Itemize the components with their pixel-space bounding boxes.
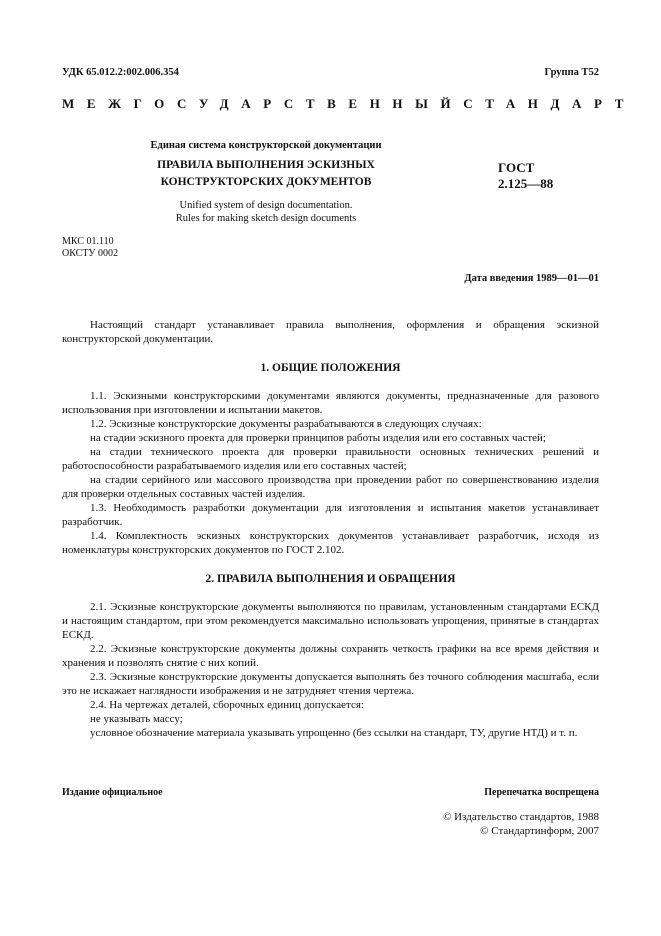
reprint-prohibited-note: Перепечатка воспрещена [484, 787, 599, 798]
section-1-paragraph: 1.2. Эскизные конструкторские документы разрабатываются в следующих случаях: [90, 418, 482, 430]
udk-code: УДК 65.012.2:002.006.354 [62, 67, 179, 78]
gost-number: 2.125—88 [498, 176, 554, 191]
title-line-2: КОНСТРУКТОРСКИХ ДОКУМЕНТОВ [160, 176, 372, 188]
copyright-line-1: © Издательство стандартов, 1988 [443, 811, 599, 823]
section-2-paragraph: 2.4. На чертежах деталей, сборочных единиц допускается: [90, 699, 364, 711]
official-edition-note: Издание официальное [62, 787, 163, 798]
section-1-paragraph: 1.4. Комплектность эскизных конструкторских документов устанавливает разработчик, исходя из номенклатуры конструкторских документов по ГОСТ 2.102. [62, 530, 599, 556]
section-2-paragraph: 2.3. Эскизные конструкторские документы допускается выполнять без точного соблюдения масштаба, если это не искажает наглядности изображения и не затрудняет чтения чертежа. [62, 671, 599, 697]
section-2-paragraph: условное обозначение материала указывать упрощенно (без ссылки на стандарт, ТУ, другие НТД) и т. п. [90, 727, 578, 739]
banner-word-standard: СТАНДАРТ [463, 96, 637, 111]
gost-designation [498, 160, 553, 192]
group-code: Группа Т52 [544, 67, 599, 78]
banner-word-interstate: МЕЖГОСУДАРСТВЕННЫЙ [62, 96, 464, 111]
introduction-date: Дата введения 1989—01—01 [464, 273, 599, 284]
document-body [62, 318, 599, 740]
copyright-line-2: © Стандартинформ, 2007 [480, 825, 599, 837]
section-1-paragraph: 1.3. Необходимость разработки документации для изготовления и испытания макетов устанавливает разработчик. [62, 502, 599, 528]
section-1-heading: 1. ОБЩИЕ ПОЛОЖЕНИЯ [260, 362, 401, 374]
copyright-block [443, 810, 599, 838]
section-1-paragraph: на стадии эскизного проекта для проверки принципов работы изделия или его составных частей; [90, 432, 546, 444]
english-line-2: Rules for making sketch design documents [175, 213, 357, 224]
classification-codes [62, 236, 118, 260]
intro-paragraph: Настоящий стандарт устанавливает правила выполнения, оформления и обращения эскизной конструкторской документации. [62, 319, 599, 345]
section-2-paragraph: 2.1. Эскизные конструкторские документы выполняются по правилам, установленным стандартами ЕСКД и настоящим стандартом, при этом рекомендуется максимально использовать упрощения, принятые в стандартах ЕСКД. [62, 601, 599, 641]
title-line-1: ПРАВИЛА ВЫПОЛНЕНИЯ ЭСКИЗНЫХ [157, 159, 375, 171]
okstu-code: ОКСТУ 0002 [62, 248, 119, 259]
document-title [136, 157, 396, 191]
section-2-paragraph: не указывать массу; [90, 713, 183, 725]
section-2-heading: 2. ПРАВИЛА ВЫПОЛНЕНИЯ И ОБРАЩЕНИЯ [205, 573, 456, 585]
mks-code: МКС 01.110 [62, 236, 114, 247]
gost-label: ГОСТ [498, 160, 535, 175]
english-line-1: Unified system of design documentation. [179, 200, 353, 211]
section-2-paragraph: 2.2. Эскизные конструкторские документы должны сохранять четкость графики на все время действия и хранения и позволять снятие с них копий. [62, 643, 599, 669]
section-1-paragraph: 1.1. Эскизными конструкторскими документами являются документы, предназначенные для разового использования при изготовлении и испытании макетов. [62, 390, 599, 416]
section-1-paragraph: на стадии технического проекта для проверки правильности основных технических решений и работоспособности разрабатываемого изделия или его составных частей; [62, 446, 599, 472]
section-1-paragraph: на стадии серийного или массового производства при проведении работ по совершенствованию изделия для проверки отдельных составных частей изделия. [62, 474, 599, 500]
standard-banner [62, 96, 637, 112]
english-title [136, 199, 396, 225]
system-name: Единая система конструкторской документации [150, 140, 382, 151]
